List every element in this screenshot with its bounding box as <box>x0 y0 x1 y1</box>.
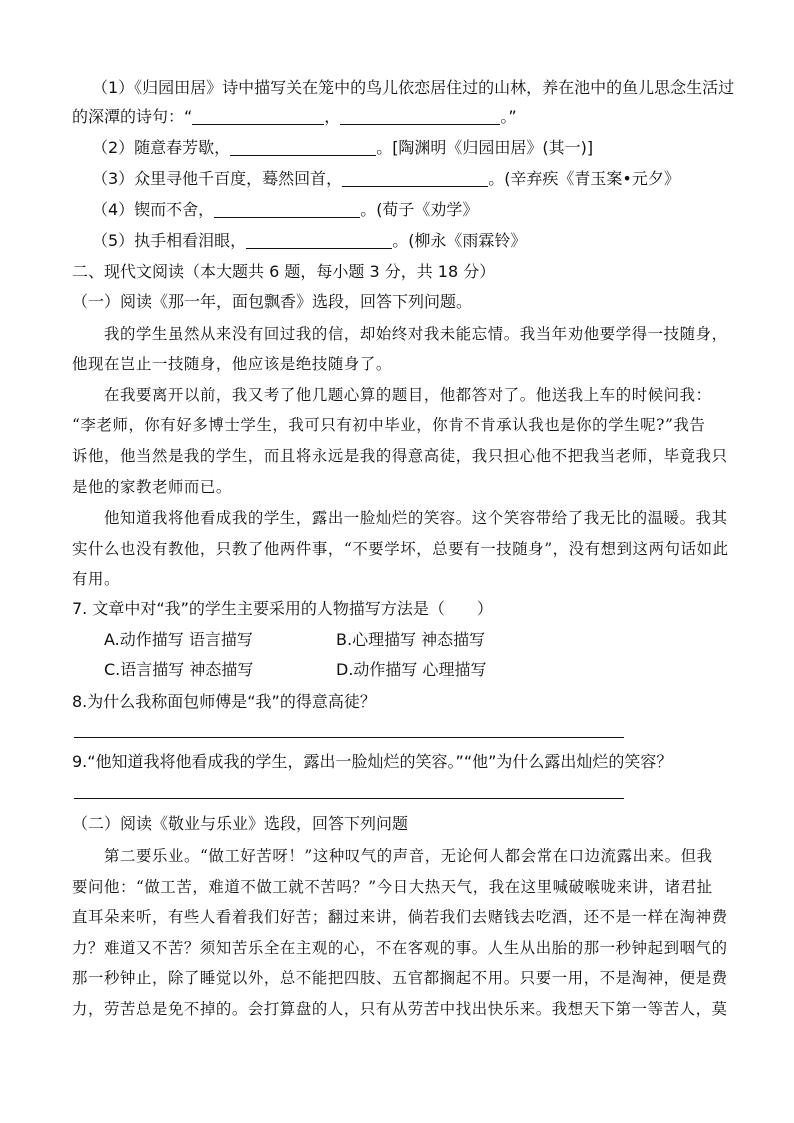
closing-quote: 。” <box>500 107 517 126</box>
passage-1-line: 实什么也没有教他，只教了他两件事，“不要学坏，总要有一技随身”，没有想到这两句话如此 <box>72 540 729 558</box>
passage-2-line: 要问他：“做工苦，难道不做工就不苦吗？”今日大热天气，我在这里喊破喉咙来讲，诸君扯 <box>72 878 713 896</box>
answer-blank[interactable] <box>230 139 376 156</box>
part-1-heading: （一）阅读《那一年，面包飘香》选段，回答下列问题。 <box>72 292 473 311</box>
answer-line[interactable] <box>74 798 624 799</box>
question-9: 9.“他知道我将他看成我的学生，露出一脸灿烂的笑容。”“他”为什么露出灿烂的笑容？ <box>72 752 673 771</box>
poetry-question-1-prefix: 的深潭的诗句：“ <box>72 107 193 126</box>
poetry-question-2-prefix: （2）随意春芳歇， <box>92 138 231 157</box>
question-7: 7. 文章中对“我”的学生主要采用的人物描写方法是（ ） <box>72 599 493 618</box>
section-heading: 二、现代文阅读（本大题共 6 题，每小题 3 分，共 18 分） <box>72 262 496 281</box>
passage-2-line: 那一秒钟止，除了睡觉以外，总不能把四肢、五官都搁起不用。只要一用，不是淘神，便是费 <box>72 969 728 987</box>
part-2-heading: （二）阅读《敬业与乐业》选段，回答下列问题 <box>72 814 409 833</box>
passage-2-line: 力，劳苦总是免不掉的。会打算盘的人，只有从劳苦中找出快乐来。我想天下第一等苦人，莫 <box>72 1000 728 1018</box>
poetry-question-4 <box>92 200 478 220</box>
answer-blank[interactable] <box>246 232 392 249</box>
comma: ， <box>324 107 341 126</box>
passage-1-line: 是他的家教老师而已。 <box>72 478 232 496</box>
poetry-question-4-source: 。(荀子《劝学》 <box>360 200 479 219</box>
poetry-question-4-prefix: （4）锲而不舍， <box>92 200 215 219</box>
answer-blank[interactable] <box>342 170 488 187</box>
poetry-question-2 <box>92 138 593 158</box>
poetry-question-3 <box>92 169 680 189</box>
passage-1-line: 诉他，他当然是我的学生，而且将永远是我的得意高徒，我只担心他不把我当老师，毕竟我只 <box>72 447 728 465</box>
poetry-question-1-line-1: （1）《归园田居》诗中描写关在笼中的鸟儿依恋居住过的山林，养在池中的鱼儿思念生活过 <box>92 78 735 97</box>
passage-1-line: 在我要离开以前，我又考了他几题心算的题目，他都答对了。他送我上车的时候问我： <box>104 386 712 404</box>
passage-2-line: 第二要乐业。“做工好苦呀！”这种叹气的声音，无论何人都会常在口边流露出来。但我 <box>104 847 713 865</box>
option-b[interactable]: B.心理描写 神态描写 <box>336 630 486 649</box>
answer-blank[interactable] <box>340 108 500 125</box>
poetry-question-5-source: 。(柳永《雨霖铃》 <box>392 231 527 250</box>
answer-line[interactable] <box>74 737 624 738</box>
poetry-question-2-source: 。[陶渊明《归园田居》(其一)] <box>376 138 594 157</box>
passage-1-line: 我的学生虽然从来没有回过我的信，却始终对我未能忘情。我当年劝他要学得一技随身， <box>104 325 728 343</box>
poetry-question-3-prefix: （3）众里寻他千百度，蓦然回首， <box>92 169 343 188</box>
passage-1-line: 他知道我将他看成我的学生，露出一脸灿烂的笑容。这个笑容带给了我无比的温暖。我其 <box>104 509 728 527</box>
poetry-question-1-line-2 <box>72 107 517 127</box>
passage-1-line: 有用。 <box>72 570 120 588</box>
option-a[interactable]: A.动作描写 语言描写 <box>104 630 253 649</box>
passage-2-line: 直耳朵来听，有些人看着我们好苦；翻过来讲，倘若我们去赌钱去吃酒，还不是一样在淘神费 <box>72 908 728 926</box>
question-8: 8.为什么我称面包师傅是“我”的得意高徒？ <box>72 692 376 711</box>
option-c[interactable]: C.语言描写 神态描写 <box>104 660 254 679</box>
passage-1-line: 他现在岂止一技随身，他应该是绝技随身了。 <box>72 355 392 373</box>
passage-1-line: “李老师，你有好多博士学生，我可只有初中毕业，你肯不肯承认我也是你的学生呢?”我告 <box>72 416 706 434</box>
poetry-question-5 <box>92 231 526 251</box>
answer-blank[interactable] <box>214 201 360 218</box>
option-d[interactable]: D.动作描写 心理描写 <box>336 660 487 679</box>
poetry-question-3-source: 。(辛弃疾《青玉案•元夕》 <box>488 169 680 188</box>
passage-2-line: 力？难道又不苦？须知苦乐全在主观的心，不在客观的事。人生从出胎的那一秒钟起到咽气的 <box>72 939 728 957</box>
answer-blank[interactable] <box>192 108 324 125</box>
poetry-question-5-prefix: （5）执手相看泪眼， <box>92 231 247 250</box>
